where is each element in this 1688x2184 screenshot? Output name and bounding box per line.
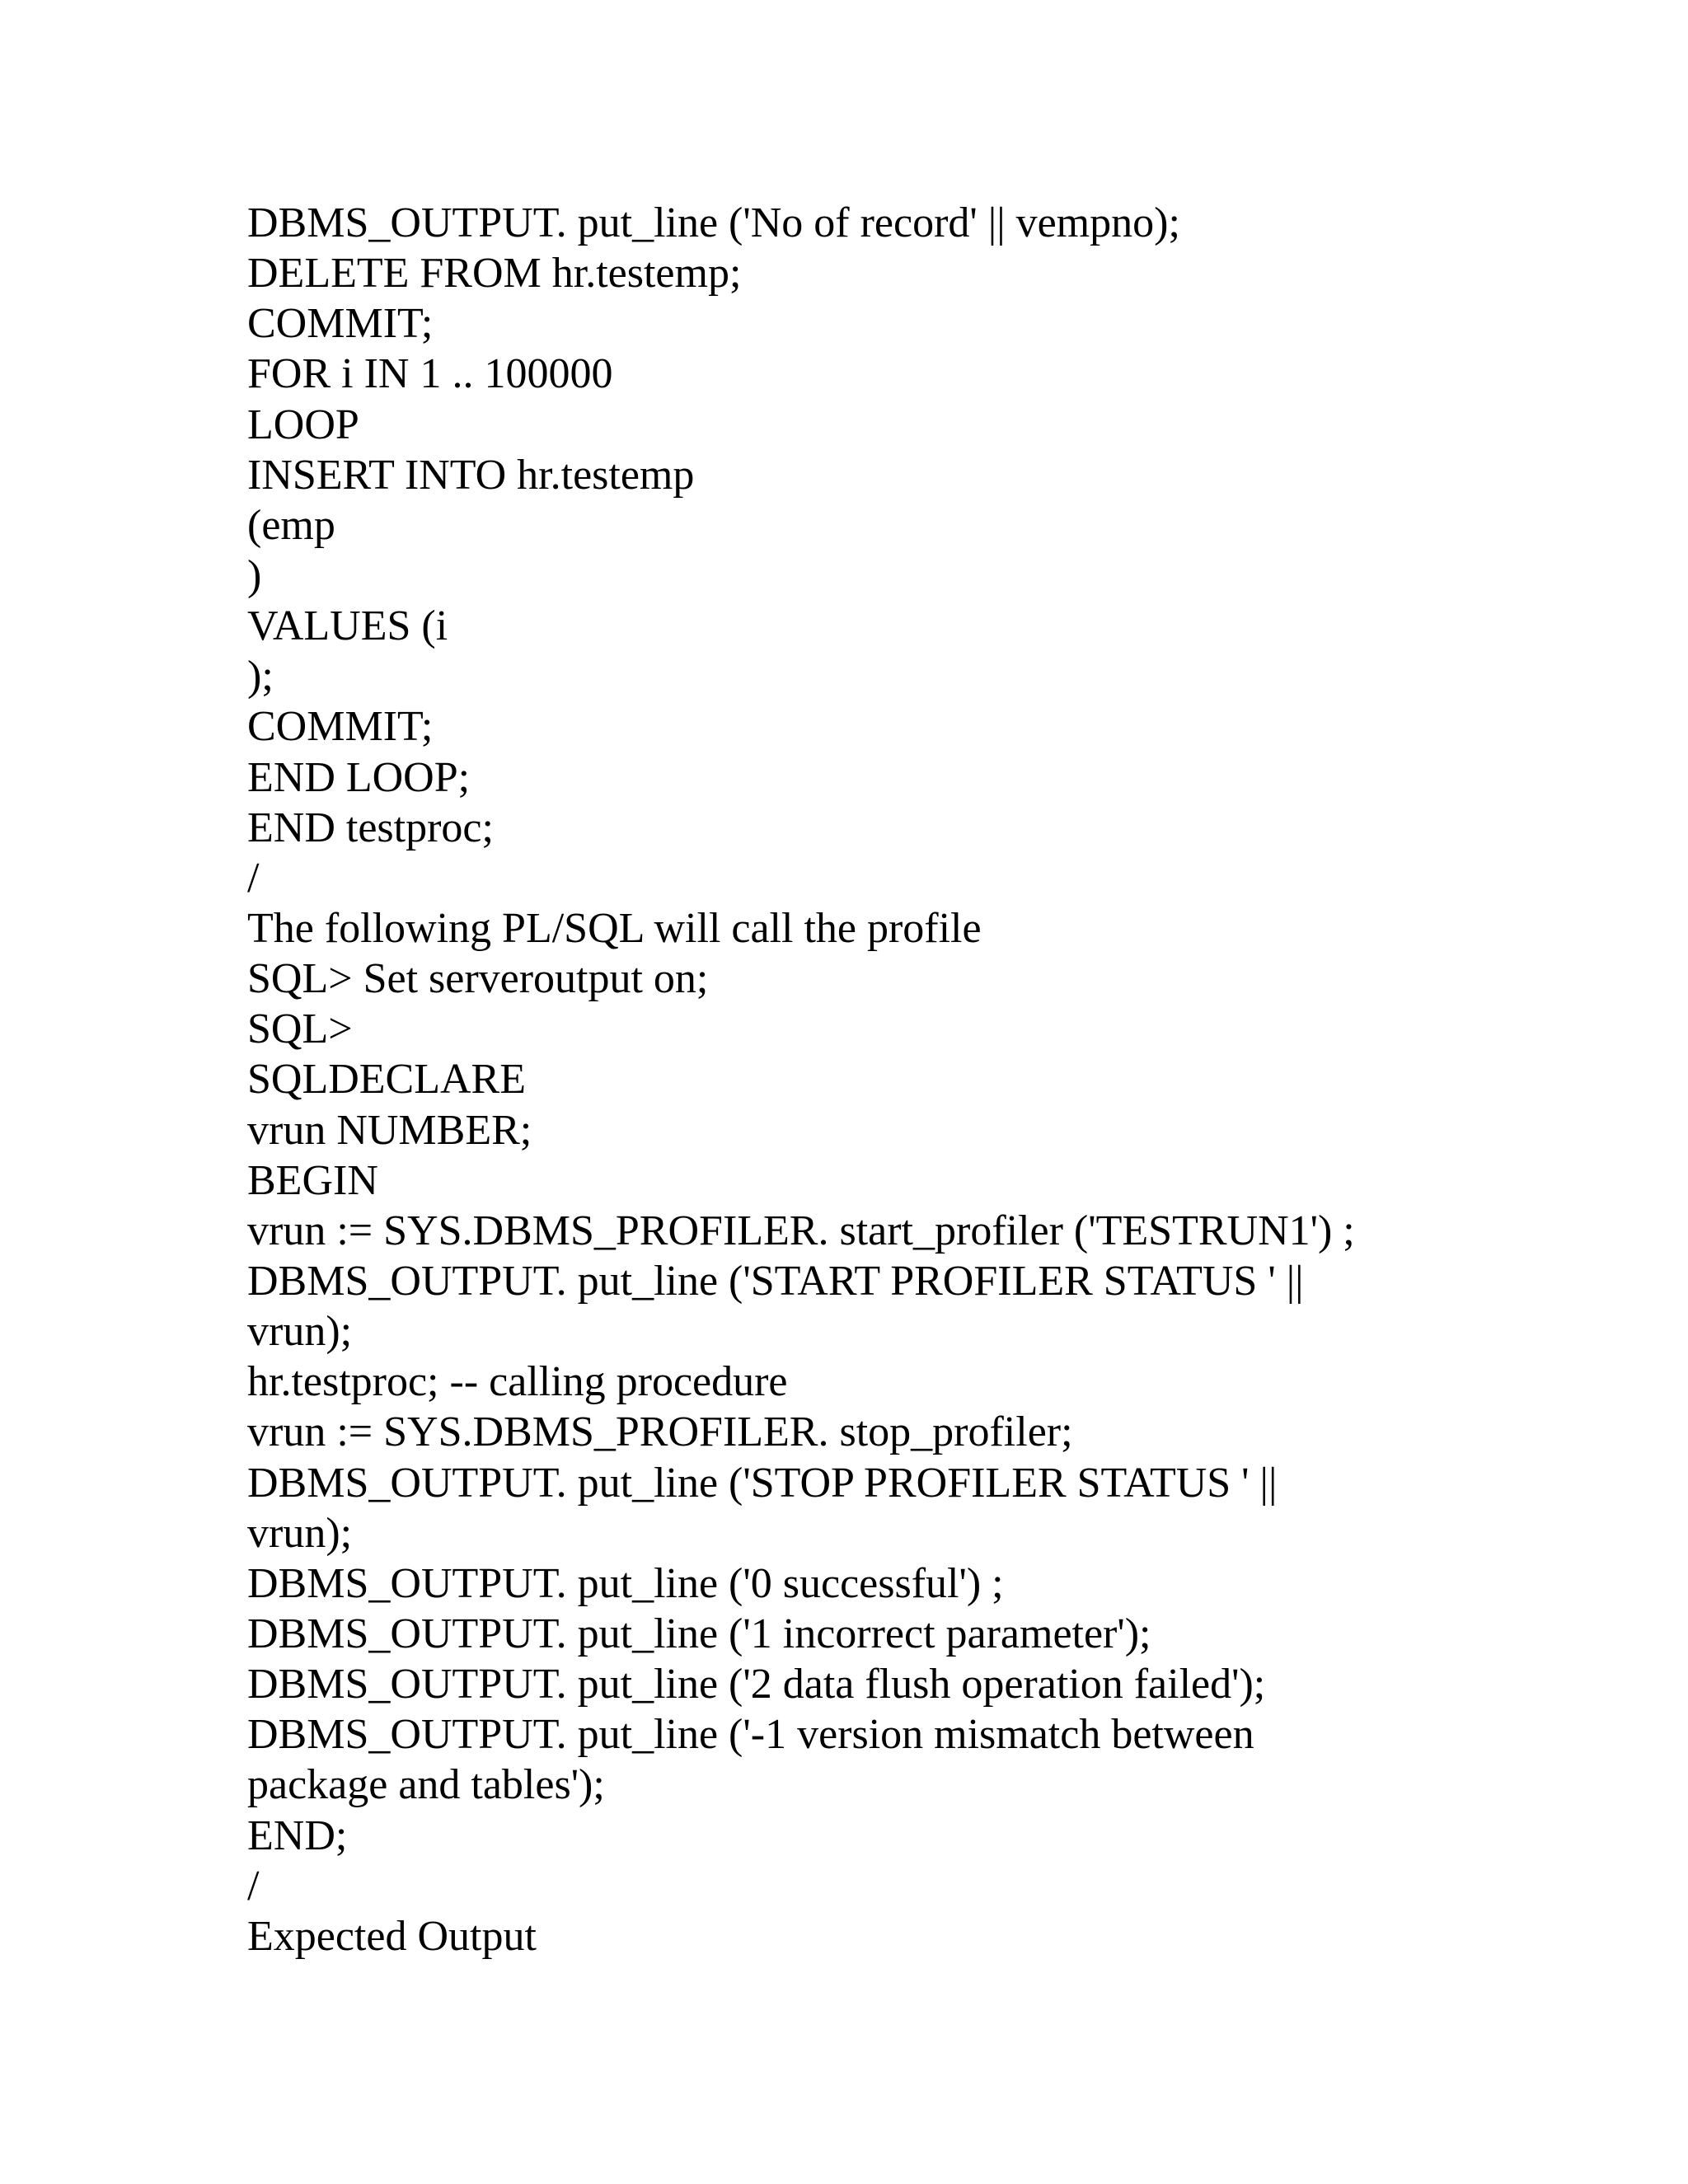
text-line: (emp [247, 501, 335, 549]
text-line: COMMIT; [247, 703, 434, 751]
text-line: Expected Output [247, 1912, 537, 1960]
text-line: BEGIN [247, 1156, 378, 1204]
text-line: SQL> [247, 1005, 353, 1053]
text-line: LOOP [247, 401, 359, 448]
text-line: / [247, 854, 260, 902]
text-line: END LOOP; [247, 753, 471, 801]
text-line: vrun NUMBER; [247, 1106, 532, 1154]
text-line: DBMS_OUTPUT. put_line ('2 data flush operation failed'); [247, 1661, 1266, 1708]
text-line: hr.testproc; -- calling procedure [247, 1358, 788, 1406]
text-line: DBMS_OUTPUT. put_line ('No of record' || vempno); [247, 199, 1180, 246]
text-line: vrun); [247, 1509, 353, 1557]
text-line: The following PL/SQL will call the profile [247, 904, 982, 952]
text-line: END; [247, 1811, 348, 1859]
text-line: SQLDECLARE [247, 1056, 526, 1104]
text-line: / [247, 1862, 260, 1910]
document-body [247, 198, 1566, 1961]
text-line: VALUES (i [247, 602, 448, 650]
text-line: DBMS_OUTPUT. put_line ('START PROFILER STATUS ' || [247, 1257, 1304, 1305]
text-line: ); [247, 653, 274, 701]
text-line: DBMS_OUTPUT. put_line ('STOP PROFILER STATUS ' || [247, 1459, 1278, 1507]
text-line: SQL> Set serveroutput on; [247, 955, 709, 1003]
text-line: FOR i IN 1 .. 100000 [247, 350, 613, 398]
text-line: DELETE FROM hr.testemp; [247, 250, 742, 298]
text-line: vrun := SYS.DBMS_PROFILER. stop_profiler; [247, 1408, 1073, 1456]
text-line: COMMIT; [247, 300, 434, 348]
text-line: vrun); [247, 1308, 353, 1356]
text-line: END testproc; [247, 804, 494, 851]
text-line: DBMS_OUTPUT. put_line ('1 incorrect parameter'); [247, 1610, 1151, 1657]
text-line: vrun := SYS.DBMS_PROFILER. start_profiler ('TESTRUN1') ; [247, 1207, 1355, 1254]
text-line: DBMS_OUTPUT. put_line ('-1 version mismatch between [247, 1711, 1254, 1759]
text-line: package and tables'); [247, 1761, 605, 1809]
text-line: ) [247, 551, 262, 599]
text-line: INSERT INTO hr.testemp [247, 451, 695, 499]
text-line: DBMS_OUTPUT. put_line ('0 successful') ; [247, 1559, 1004, 1607]
